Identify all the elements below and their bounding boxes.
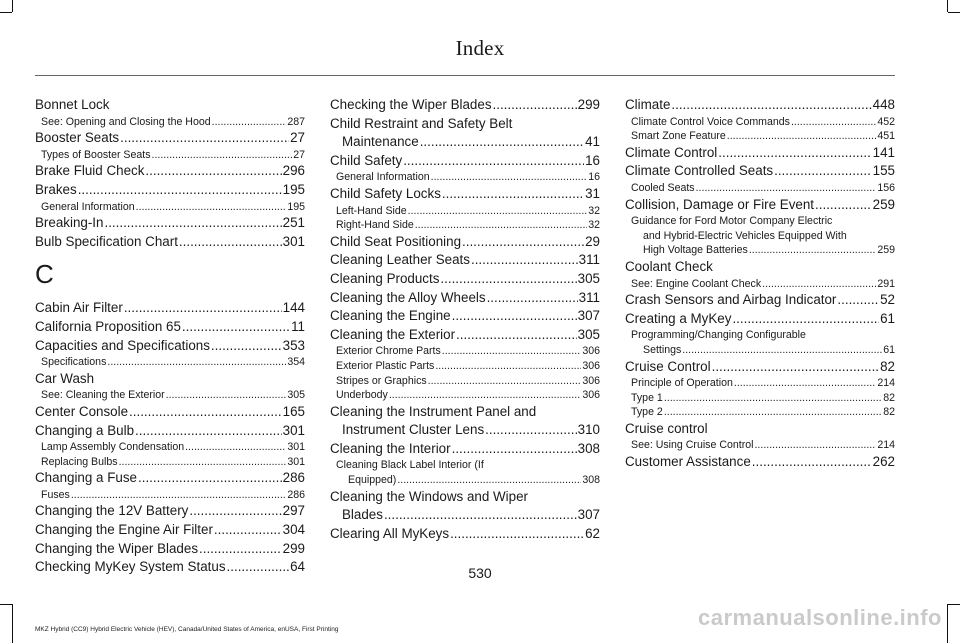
dot-leader	[211, 337, 282, 356]
dot-leader	[440, 270, 576, 289]
entry-label: Climate Controlled Seats	[625, 163, 774, 179]
entry-page-number: 448	[872, 97, 895, 112]
dot-leader	[664, 391, 882, 406]
entry-label: Creating a MyKey	[625, 310, 732, 326]
index-entry	[625, 96, 895, 115]
entry-page-number: 27	[293, 148, 305, 161]
entry-label: Checking the Wiper Blades	[330, 97, 492, 112]
entry-label: Instrument Cluster Lens	[342, 422, 485, 438]
dot-leader	[136, 200, 287, 215]
dot-leader	[408, 204, 588, 219]
entry-label: See: Using Cruise Control	[631, 439, 754, 452]
entry-label: Types of Booster Seats	[41, 148, 151, 161]
dot-leader	[119, 455, 287, 470]
entry-page-number: 31	[585, 185, 600, 201]
entry-label: Principle of Operation	[631, 377, 733, 390]
entry-page-number: 144	[282, 300, 305, 316]
index-entry	[35, 181, 305, 200]
entry-page-number: 308	[577, 440, 600, 456]
index-entry	[330, 170, 600, 185]
dot-leader	[815, 196, 872, 215]
entry-page-number: 262	[872, 454, 895, 470]
dot-leader	[837, 291, 879, 310]
entry-page-number: 156	[877, 181, 895, 194]
dot-leader	[120, 129, 289, 148]
entry-page-number: 286	[287, 488, 305, 501]
index-entry	[625, 277, 895, 292]
dot-leader	[397, 473, 581, 488]
index-entry	[625, 310, 895, 329]
index-entry	[625, 181, 895, 196]
entry-label: Changing the Engine Air Filter	[35, 522, 213, 538]
entry-page-number: 61	[883, 343, 895, 356]
index-entry	[35, 422, 305, 441]
index-heading: and Hybrid-Electric Vehicles Equipped With	[643, 229, 847, 242]
index-entry	[35, 355, 305, 370]
entry-label: Exterior Plastic Parts	[336, 359, 435, 372]
index-entry	[625, 453, 895, 472]
entry-label: Maintenance	[342, 134, 419, 150]
entry-page-number: 308	[582, 474, 600, 487]
index-entry	[35, 521, 305, 540]
index-entry	[35, 440, 305, 455]
dot-leader	[471, 251, 578, 270]
entry-page-number: 301	[287, 455, 305, 468]
entry-label: Cabin Air Filter	[35, 300, 123, 316]
index-entry	[330, 307, 600, 326]
index-heading: Bonnet Lock	[35, 97, 110, 112]
index-heading: Cleaning the Instrument Panel and	[330, 403, 537, 419]
dot-leader	[442, 185, 584, 204]
entry-page-number: 82	[880, 358, 895, 374]
index-column-1	[35, 96, 305, 577]
index-entry	[330, 359, 600, 374]
index-entry	[35, 455, 305, 470]
index-heading: Coolant Check	[625, 258, 713, 274]
entry-label: Cleaning the Alloy Wheels	[330, 289, 486, 305]
entry-label: Brake Fluid Check	[35, 163, 145, 179]
crop-mark	[0, 604, 12, 605]
entry-label: Left-Hand Side	[336, 204, 407, 217]
entry-page-number: 297	[282, 503, 305, 519]
entry-label: Cleaning Products	[330, 270, 440, 286]
entry-page-number: 141	[872, 144, 895, 160]
entry-label: Right-Hand Side	[336, 219, 414, 232]
index-entry	[330, 204, 600, 219]
page-number: 530	[468, 565, 492, 581]
entry-label: See: Opening and Closing the Hood	[41, 115, 211, 128]
entry-page-number: 41	[585, 134, 600, 150]
entry-page-number: 307	[577, 308, 600, 324]
index-entry	[330, 374, 600, 389]
dot-leader	[214, 521, 282, 540]
title-divider	[35, 75, 895, 76]
entry-page-number: 306	[582, 389, 600, 402]
dot-leader	[664, 405, 882, 420]
entry-page-number: 451	[877, 130, 895, 143]
entry-label: General Information	[41, 200, 135, 213]
dot-leader	[462, 233, 584, 252]
entry-page-number: 11	[291, 318, 305, 334]
crop-mark	[0, 12, 12, 13]
index-entry	[35, 129, 305, 148]
dot-leader	[712, 358, 880, 377]
entry-label: Child Safety Locks	[330, 185, 441, 201]
entry-label: Clearing All MyKeys	[330, 525, 450, 541]
index-entry	[35, 233, 305, 252]
index-heading: Child Restraint and Safety Belt	[330, 115, 513, 131]
entry-label: High Voltage Batteries	[643, 244, 748, 257]
entry-label: Fuses	[41, 488, 70, 501]
watermark: carmanualsonline.info	[698, 605, 942, 630]
dot-leader	[452, 307, 577, 326]
entry-label: Stripes or Graphics	[336, 374, 427, 387]
dot-leader	[696, 181, 877, 196]
entry-page-number: 306	[582, 359, 600, 372]
entry-label: General Information	[336, 171, 430, 184]
dot-leader	[752, 453, 872, 472]
dot-leader	[762, 277, 876, 292]
entry-page-number: 311	[578, 252, 600, 268]
entry-label: Type 2	[631, 406, 663, 419]
index-entry	[330, 251, 600, 270]
dot-leader	[415, 218, 587, 233]
entry-label: Replacing Bulbs	[41, 455, 118, 468]
index-entry	[330, 218, 600, 233]
entry-page-number: 16	[585, 152, 600, 168]
entry-label: Brakes	[35, 181, 77, 197]
index-entry	[625, 291, 895, 310]
page-title: Index	[455, 36, 505, 60]
entry-page-number: 52	[880, 292, 895, 308]
dot-leader	[774, 162, 872, 181]
crop-mark	[947, 0, 948, 12]
entry-label: Climate Control Voice Commands	[631, 115, 790, 128]
dot-leader	[166, 388, 287, 403]
entry-label: See: Engine Coolant Check	[631, 277, 762, 290]
entry-page-number: 61	[880, 310, 895, 326]
entry-page-number: 64	[290, 559, 305, 575]
entry-page-number: 299	[282, 540, 305, 556]
entry-label: Bulb Specification Chart	[35, 233, 178, 249]
entry-page-number: 29	[585, 233, 600, 249]
entry-label: Center Console	[35, 403, 129, 419]
entry-page-number: 310	[577, 422, 600, 438]
index-entry	[625, 391, 895, 406]
entry-label: Booster Seats	[35, 130, 120, 146]
entry-page-number: 214	[877, 439, 895, 452]
entry-page-number: 195	[282, 181, 305, 197]
entry-label: Settings	[643, 343, 682, 356]
entry-page-number: 354	[287, 356, 305, 369]
dot-leader	[152, 148, 293, 163]
dot-leader	[749, 243, 876, 258]
entry-page-number: 306	[582, 374, 600, 387]
index-entry	[330, 421, 600, 440]
index-entry	[35, 162, 305, 181]
dot-leader	[179, 233, 282, 252]
entry-page-number: 291	[877, 277, 895, 290]
index-heading: Cleaning the Windows and Wiper	[330, 488, 528, 504]
entry-page-number: 82	[883, 391, 895, 404]
entry-page-number: 286	[282, 470, 305, 486]
entry-page-number: 452	[877, 115, 895, 128]
dot-leader	[384, 506, 577, 525]
dot-leader	[493, 96, 577, 115]
dot-leader	[431, 170, 588, 185]
index-entry	[330, 152, 600, 171]
entry-label: Exterior Chrome Parts	[336, 345, 441, 358]
entry-label: Checking MyKey System Status	[35, 559, 226, 575]
entry-page-number: 251	[282, 215, 305, 231]
entry-label: Cleaning the Exterior	[330, 326, 456, 342]
index-entry	[625, 405, 895, 420]
dot-leader	[107, 355, 286, 370]
entry-page-number: 27	[290, 130, 305, 146]
index-entry	[35, 488, 305, 503]
dot-leader	[104, 214, 281, 233]
entry-label: Specifications	[41, 356, 107, 369]
entry-label: Changing the Wiper Blades	[35, 540, 199, 556]
entry-label: Changing a Fuse	[35, 470, 137, 486]
entry-page-number: 353	[282, 337, 305, 353]
dot-leader	[78, 181, 282, 200]
index-entry	[625, 358, 895, 377]
entry-label: Cleaning the Interior	[330, 440, 451, 456]
dot-leader	[212, 115, 287, 130]
index-entry	[35, 388, 305, 403]
entry-page-number: 259	[877, 244, 895, 257]
entry-label: Cooled Seats	[631, 181, 695, 194]
index-heading: Guidance for Ford Motor Company Electric	[631, 215, 833, 228]
entry-label: Customer Assistance	[625, 454, 751, 470]
dot-leader	[185, 440, 286, 455]
index-heading: Car Wash	[35, 370, 95, 386]
dot-leader	[452, 440, 577, 459]
index-heading: Programming/Changing Configurable	[631, 329, 806, 342]
entry-page-number: 287	[287, 115, 305, 128]
entry-label: Cleaning Leather Seats	[330, 252, 470, 268]
dot-leader	[718, 144, 871, 163]
dot-leader	[442, 344, 582, 359]
dot-leader	[135, 422, 282, 441]
dot-leader	[71, 488, 286, 503]
dot-leader	[732, 310, 879, 329]
entry-label: See: Cleaning the Exterior	[41, 389, 165, 402]
dot-leader	[791, 115, 876, 130]
index-entry	[330, 326, 600, 345]
index-entry	[625, 343, 895, 358]
index-entry	[330, 270, 600, 289]
entry-label: Smart Zone Feature	[631, 130, 726, 143]
dot-leader	[182, 318, 290, 337]
index-entry	[330, 473, 600, 488]
dot-leader	[682, 343, 882, 358]
index-heading: Cleaning Black Label Interior (If	[336, 459, 484, 472]
crop-mark	[947, 604, 948, 643]
entry-label: Blades	[342, 507, 383, 523]
dot-leader	[403, 152, 584, 171]
index-entry	[625, 376, 895, 391]
crop-mark	[948, 12, 960, 13]
entry-page-number: 62	[585, 525, 600, 541]
index-heading: Cruise control	[625, 420, 708, 436]
entry-page-number: 259	[872, 196, 895, 212]
entry-label: California Proposition 65	[35, 318, 181, 334]
index-column-3	[625, 96, 895, 472]
entry-label: Breaking-In	[35, 215, 104, 231]
index-entry	[35, 337, 305, 356]
index-entry	[330, 388, 600, 403]
index-entry	[330, 96, 600, 115]
dot-leader	[124, 299, 282, 318]
index-entry	[35, 318, 305, 337]
entry-page-number: 16	[588, 171, 600, 184]
index-entry	[35, 403, 305, 422]
entry-page-number: 304	[282, 522, 305, 538]
index-entry	[625, 144, 895, 163]
entry-page-number: 296	[282, 163, 305, 179]
index-entry	[35, 299, 305, 318]
dot-leader	[456, 326, 577, 345]
entry-page-number: 155	[872, 163, 895, 179]
index-entry	[625, 438, 895, 453]
entry-page-number: 305	[287, 389, 305, 402]
entry-page-number: 311	[578, 289, 600, 305]
entry-page-number: 306	[582, 345, 600, 358]
entry-label: Underbody	[336, 389, 388, 402]
dot-leader	[671, 96, 871, 115]
dot-leader	[145, 162, 281, 181]
entry-label: Child Safety	[330, 152, 403, 168]
dot-leader	[485, 421, 577, 440]
index-entry	[35, 502, 305, 521]
entry-page-number: 32	[588, 204, 600, 217]
entry-label: Cleaning the Engine	[330, 308, 451, 324]
entry-page-number: 214	[877, 377, 895, 390]
dot-leader	[420, 133, 584, 152]
index-entry	[35, 214, 305, 233]
dot-leader	[129, 403, 282, 422]
entry-label: Child Seat Positioning	[330, 233, 462, 249]
entry-page-number: 305	[577, 326, 600, 342]
section-letter: C	[35, 259, 54, 290]
index-entry	[35, 115, 305, 130]
entry-label: Type 1	[631, 391, 663, 404]
dot-leader	[428, 374, 582, 389]
entry-label: Capacities and Specifications	[35, 337, 210, 353]
dot-leader	[734, 376, 876, 391]
entry-page-number: 301	[282, 422, 305, 438]
entry-page-number: 307	[577, 507, 600, 523]
crop-mark	[948, 604, 960, 605]
index-entry	[330, 233, 600, 252]
index-entry	[625, 129, 895, 144]
index-entry	[35, 200, 305, 215]
crop-mark	[12, 604, 13, 643]
index-entry	[330, 525, 600, 544]
dot-leader	[754, 438, 876, 453]
entry-page-number: 299	[577, 97, 600, 112]
entry-page-number: 195	[287, 200, 305, 213]
index-column-2	[330, 96, 600, 543]
index-entry	[330, 133, 600, 152]
dot-leader	[138, 469, 282, 488]
index-entry	[330, 289, 600, 308]
dot-leader	[435, 359, 581, 374]
entry-label: Climate Control	[625, 144, 718, 160]
dot-leader	[199, 540, 282, 559]
index-entry	[625, 196, 895, 215]
entry-page-number: 82	[883, 406, 895, 419]
entry-label: Lamp Assembly Condensation	[41, 441, 185, 454]
index-entry	[625, 243, 895, 258]
dot-leader	[389, 388, 581, 403]
index-entry	[35, 148, 305, 163]
crop-mark	[12, 0, 13, 12]
index-entry	[625, 162, 895, 181]
footer-text: MKZ Hybrid (CC9) Hybrid Electric Vehicle (HEV), Canada/United States of America, enUSA, First Printing	[35, 626, 339, 633]
index-entry	[330, 440, 600, 459]
index-entry	[625, 115, 895, 130]
dot-leader	[189, 502, 281, 521]
index-entry	[330, 185, 600, 204]
entry-label: Changing a Bulb	[35, 422, 135, 438]
dot-leader	[727, 129, 877, 144]
entry-page-number: 165	[282, 403, 305, 419]
index-entry	[35, 469, 305, 488]
index-entry	[330, 506, 600, 525]
dot-leader	[450, 525, 584, 544]
entry-label: Equipped)	[348, 474, 397, 487]
entry-page-number: 305	[577, 270, 600, 286]
index-entry	[330, 344, 600, 359]
entry-page-number: 301	[282, 233, 305, 249]
entry-page-number: 301	[287, 441, 305, 454]
entry-label: Cruise Control	[625, 358, 711, 374]
entry-label: Changing the 12V Battery	[35, 503, 189, 519]
entry-page-number: 32	[588, 219, 600, 232]
dot-leader	[487, 289, 578, 308]
entry-label: Climate	[625, 97, 671, 112]
index-entry	[35, 540, 305, 559]
entry-label: Collision, Damage or Fire Event	[625, 196, 815, 212]
entry-label: Crash Sensors and Airbag Indicator	[625, 292, 837, 308]
